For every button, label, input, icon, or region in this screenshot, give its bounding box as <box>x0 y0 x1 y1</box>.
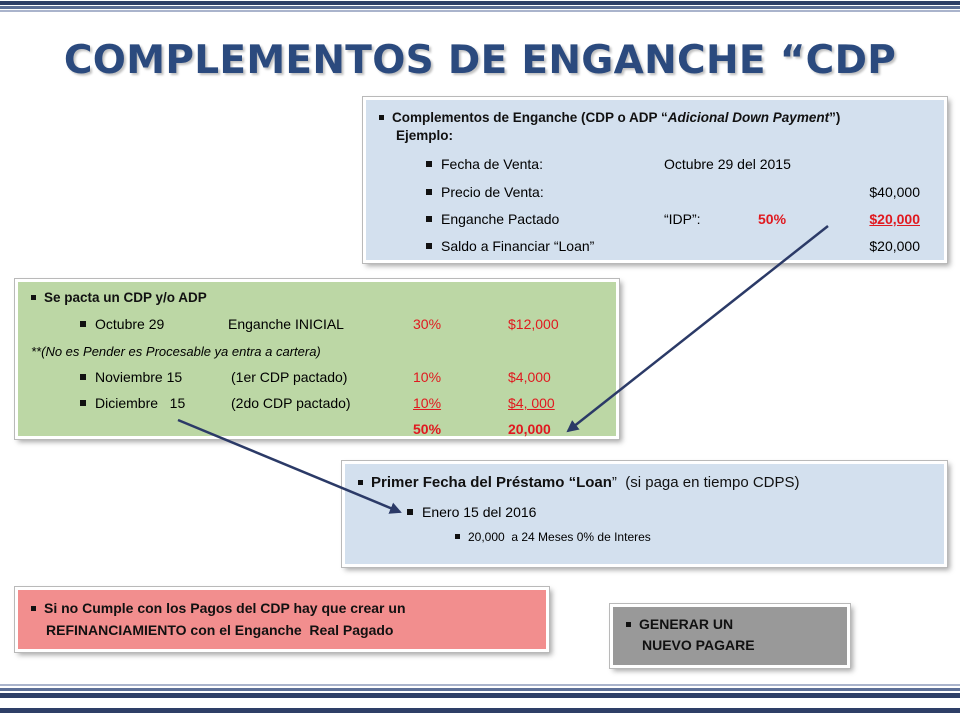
cdp-row-initial-desc: Enganche INICIAL <box>228 316 344 332</box>
refinance-line1: Si no Cumple con los Pagos del CDP hay que crear un <box>31 600 406 616</box>
example-row-down-payment: Enganche Pactado <box>426 211 559 227</box>
page-title: COMPLEMENTOS DE ENGANCHE “CDP <box>63 38 897 83</box>
bottom-rule-mid <box>0 688 960 691</box>
example-heading-line2: Ejemplo: <box>396 128 454 143</box>
loan-terms: 20,000 a 24 Meses 0% de Interes <box>455 530 651 544</box>
example-heading: Complementos de Enganche (CDP o ADP “Adicional Down Payment”) <box>379 110 840 125</box>
example-price-amount: $40,000 <box>869 184 920 200</box>
example-row-sale-date: Fecha de Venta: <box>426 156 543 172</box>
cdp-row-second: Diciembre 15 <box>80 395 185 411</box>
cdp-row-initial-amount: $12,000 <box>508 316 559 332</box>
loan-heading: Primer Fecha del Préstamo “Loan” (si paga en tiempo CDPS) <box>358 474 800 491</box>
cdp-row-first: Noviembre 15 <box>80 369 182 385</box>
loan-first-date: Enero 15 del 2016 <box>407 504 536 520</box>
pagare-line1: GENERAR UN <box>626 616 733 632</box>
example-row-loan-balance: Saldo a Financiar “Loan” <box>426 238 594 254</box>
cdp-row-initial-pct: 30% <box>413 316 442 332</box>
cdp-row-initial: Octubre 29 <box>80 316 164 332</box>
cdp-note: **(No es Pender es Procesable ya entra a cartera) <box>31 344 321 359</box>
bottom-rule-dark <box>0 693 960 698</box>
example-sale-date-value: Octubre 29 del 2015 <box>664 156 791 172</box>
example-idp-percent: 50% <box>758 211 787 227</box>
cdp-row-first-amount: $4,000 <box>508 369 551 385</box>
example-down-payment-amount: $20,000 <box>869 211 920 227</box>
pagare-line2: NUEVO PAGARE <box>642 637 755 653</box>
cdp-row-first-desc: (1er CDP pactado) <box>231 369 348 385</box>
bottom-rule-light <box>0 684 960 686</box>
example-idp-label: “IDP”: <box>664 211 701 227</box>
arrow-last-cdp-to-loan-date <box>178 420 400 512</box>
example-row-price: Precio de Venta: <box>426 184 544 200</box>
example-loan-balance-amount: $20,000 <box>869 238 920 254</box>
cdp-total-amount: 20,000 <box>508 421 551 437</box>
cdp-heading: Se pacta un CDP y/o ADP <box>31 290 207 305</box>
refinance-line2: REFINANCIAMIENTO con el Enganche Real Pagado <box>46 622 394 638</box>
arrow-down-payment-to-total <box>568 226 828 431</box>
cdp-total-pct: 50% <box>413 421 442 437</box>
bottom-rule-dark-2 <box>0 708 960 713</box>
cdp-row-second-pct: 10% <box>413 395 442 411</box>
cdp-row-second-desc: (2do CDP pactado) <box>231 395 351 411</box>
cdp-row-first-pct: 10% <box>413 369 442 385</box>
cdp-row-second-amount: $4, 000 <box>508 395 555 411</box>
